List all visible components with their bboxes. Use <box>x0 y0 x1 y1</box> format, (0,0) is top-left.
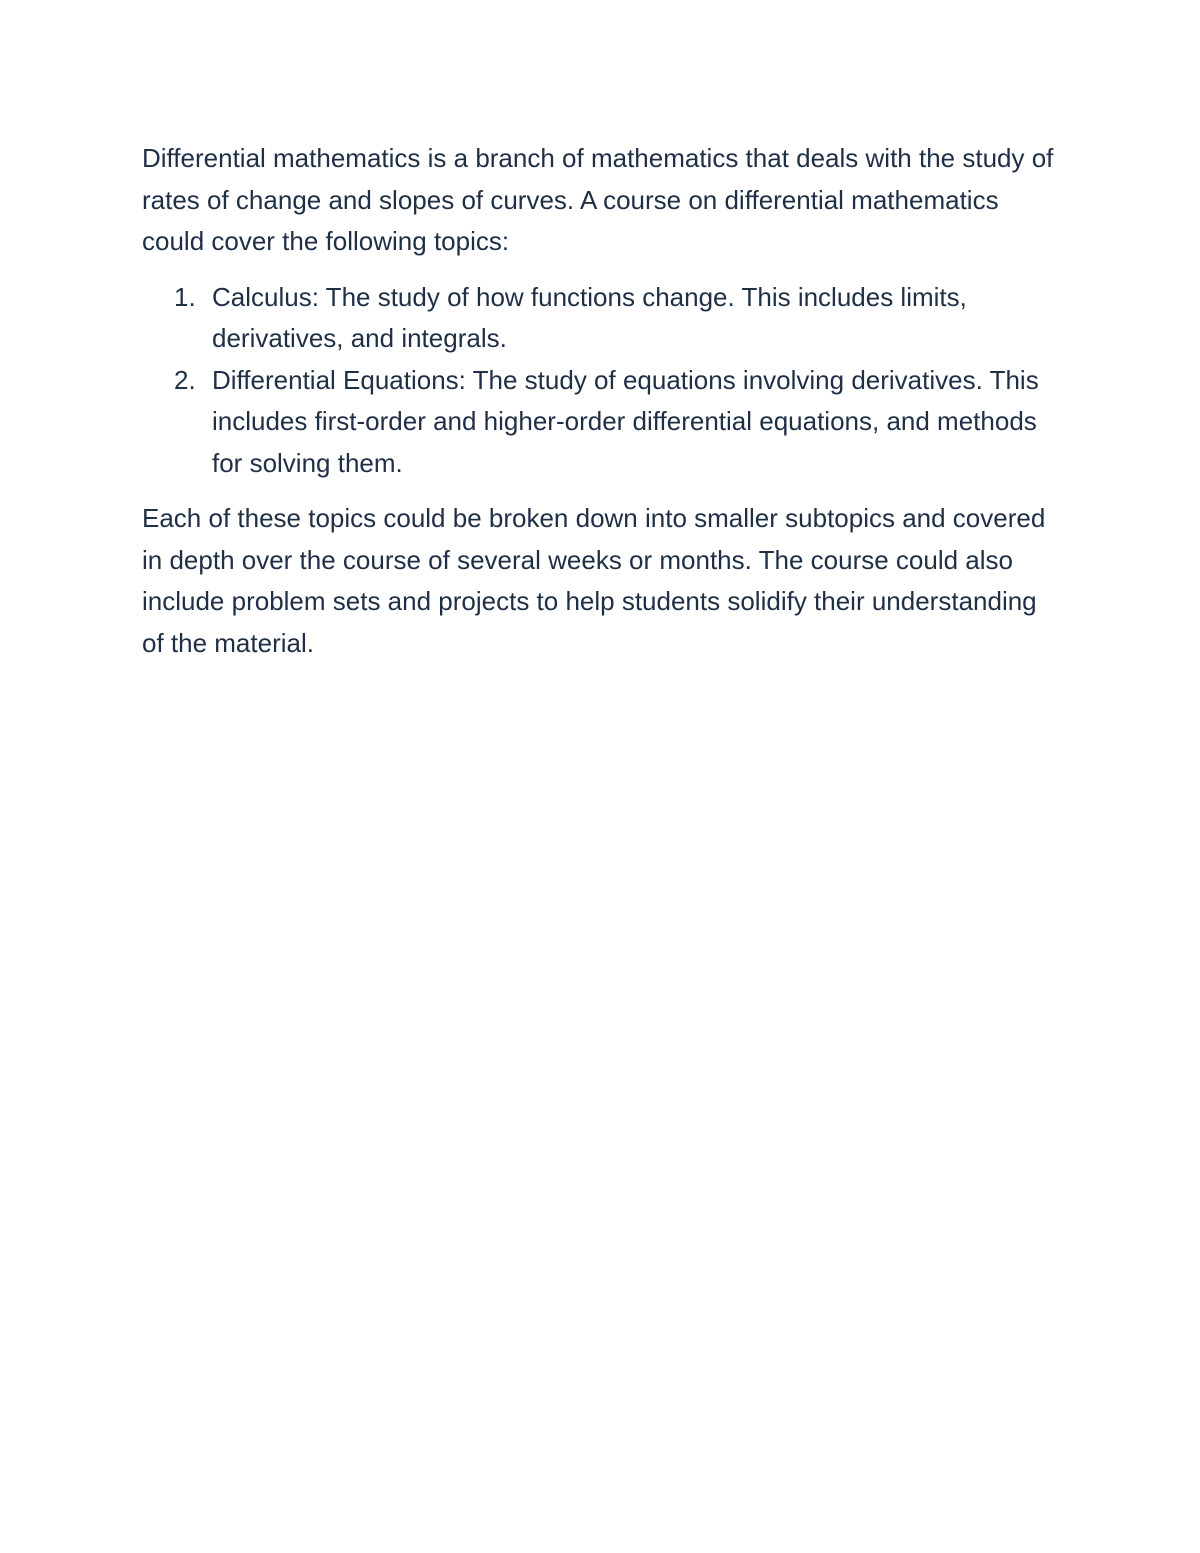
list-item-number: 1. <box>174 281 196 312</box>
list-item <box>142 277 1062 360</box>
list-item <box>142 360 1062 485</box>
topics-list <box>142 277 1062 485</box>
document-body <box>142 138 1062 664</box>
closing-paragraph: Each of these topics could be broken down into smaller subtopics and covered in depth over the course of several weeks or months. The course could also include problem sets and projects to help students solidify their understanding of the material. <box>142 503 1046 658</box>
list-item-text: Differential Equations: The study of equations involving derivatives. This includes first-order and higher-order differential equations, and methods for solving them. <box>212 364 1039 478</box>
list-item-text: Calculus: The study of how functions change. This includes limits, derivatives, and integrals. <box>212 281 967 353</box>
list-item-number: 2. <box>174 364 196 395</box>
intro-paragraph: Differential mathematics is a branch of mathematics that deals with the study of rates of change and slopes of curves. A course on differential mathematics could cover the following topics: <box>142 143 1054 256</box>
